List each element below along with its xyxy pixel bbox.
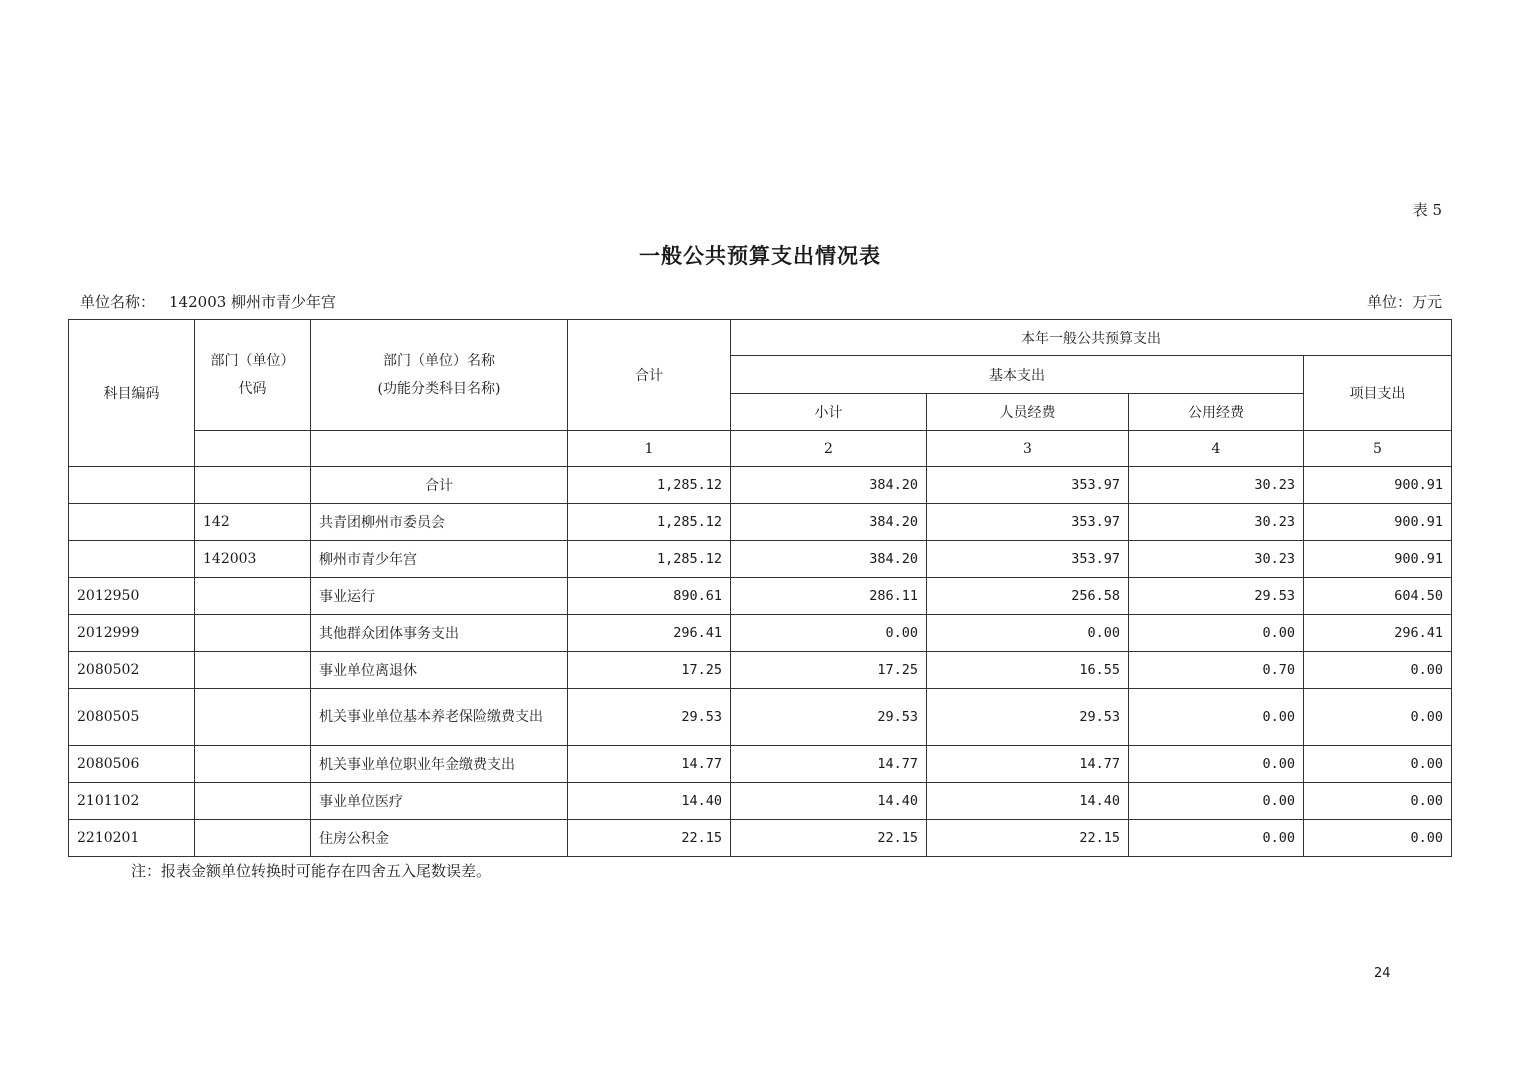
cell-project: 900.91: [1304, 467, 1452, 504]
cell-dept-code: [195, 689, 311, 746]
cell-subtotal: 17.25: [731, 652, 927, 689]
header-project: 项目支出: [1304, 356, 1452, 431]
cell-public: 0.00: [1129, 689, 1304, 746]
table-row: [69, 541, 1452, 578]
header-index: 1: [568, 431, 731, 467]
cell-public: 0.00: [1129, 783, 1304, 820]
cell-code: 2080506: [69, 746, 195, 783]
table-number: 表 5: [1412, 201, 1442, 219]
header-dept-name-line1: 部门（单位）名称: [383, 353, 495, 369]
cell-project: 0.00: [1304, 689, 1452, 746]
cell-dept-code: [195, 578, 311, 615]
cell-name: 合计: [311, 467, 568, 504]
cell-code: 2012999: [69, 615, 195, 652]
currency-unit: 单位：万元: [1366, 293, 1442, 311]
cell-public: 0.00: [1129, 615, 1304, 652]
cell-dept-code: [195, 746, 311, 783]
cell-total: 17.25: [568, 652, 731, 689]
cell-public: 0.00: [1129, 746, 1304, 783]
cell-personnel: 14.77: [927, 746, 1129, 783]
cell-code: 2080502: [69, 652, 195, 689]
table-row: [69, 652, 1452, 689]
cell-name: 事业运行: [311, 578, 568, 615]
table-row: [69, 746, 1452, 783]
cell-name: 其他群众团体事务支出: [311, 615, 568, 652]
cell-public: 29.53: [1129, 578, 1304, 615]
cell-personnel: 14.40: [927, 783, 1129, 820]
cell-personnel: 353.97: [927, 467, 1129, 504]
budget-table: [68, 319, 1452, 857]
cell-total: 22.15: [568, 820, 731, 857]
cell-dept-code: [195, 820, 311, 857]
cell-total: 29.53: [568, 689, 731, 746]
header-public: 公用经费: [1129, 394, 1304, 431]
cell-personnel: 353.97: [927, 504, 1129, 541]
table-row: [69, 578, 1452, 615]
cell-total: 1,285.12: [568, 467, 731, 504]
cell-project: 0.00: [1304, 746, 1452, 783]
cell-subtotal: 384.20: [731, 467, 927, 504]
cell-name: 机关事业单位基本养老保险缴费支出: [311, 689, 568, 746]
cell-code: [69, 541, 195, 578]
header-index: 2: [731, 431, 927, 467]
cell-code: 2012950: [69, 578, 195, 615]
document-title: 一般公共预算支出情况表: [639, 243, 881, 268]
cell-dept-code: [195, 615, 311, 652]
cell-total: 1,285.12: [568, 541, 731, 578]
cell-name: 机关事业单位职业年金缴费支出: [311, 746, 568, 783]
cell-public: 0.00: [1129, 820, 1304, 857]
header-index: 5: [1304, 431, 1452, 467]
cell-project: 900.91: [1304, 504, 1452, 541]
cell-dept-code: [195, 783, 311, 820]
header-dept-code: [195, 320, 311, 431]
header-total: 合计: [568, 320, 731, 431]
cell-subtotal: 22.15: [731, 820, 927, 857]
cell-personnel: 22.15: [927, 820, 1129, 857]
cell-name: 柳州市青少年宫: [311, 541, 568, 578]
cell-code: 2080505: [69, 689, 195, 746]
cell-public: 30.23: [1129, 467, 1304, 504]
footnote: 注：报表金额单位转换时可能存在四舍五入尾数误差。: [131, 862, 492, 880]
unit-name-value: 142003 柳州市青少年宫: [169, 293, 337, 311]
header-subject-code: 科目编码: [69, 320, 195, 467]
cell-code: 2101102: [69, 783, 195, 820]
cell-personnel: 29.53: [927, 689, 1129, 746]
cell-name: 事业单位离退休: [311, 652, 568, 689]
cell-subtotal: 0.00: [731, 615, 927, 652]
cell-public: 30.23: [1129, 541, 1304, 578]
cell-total: 14.40: [568, 783, 731, 820]
cell-project: 604.50: [1304, 578, 1452, 615]
cell-name: 住房公积金: [311, 820, 568, 857]
cell-subtotal: 14.40: [731, 783, 927, 820]
cell-personnel: 256.58: [927, 578, 1129, 615]
cell-total: 296.41: [568, 615, 731, 652]
table-row: [69, 467, 1452, 504]
cell-project: 0.00: [1304, 652, 1452, 689]
cell-personnel: 353.97: [927, 541, 1129, 578]
cell-code: 2210201: [69, 820, 195, 857]
page-number: 24: [1374, 966, 1391, 981]
cell-subtotal: 286.11: [731, 578, 927, 615]
cell-dept-code: 142003: [195, 541, 311, 578]
header-index: 4: [1129, 431, 1304, 467]
table-row: [69, 504, 1452, 541]
cell-total: 1,285.12: [568, 504, 731, 541]
table-row: [69, 783, 1452, 820]
unit-name-line: [80, 291, 336, 312]
cell-project: 900.91: [1304, 541, 1452, 578]
cell-subtotal: 384.20: [731, 541, 927, 578]
cell-project: 0.00: [1304, 820, 1452, 857]
cell-name: 事业单位医疗: [311, 783, 568, 820]
table-row: [69, 615, 1452, 652]
header-dept-name-line2: (功能分类科目名称): [377, 381, 501, 397]
header-personnel: 人员经费: [927, 394, 1129, 431]
cell-subtotal: 384.20: [731, 504, 927, 541]
cell-code: [69, 504, 195, 541]
header-basic-group: 基本支出: [731, 356, 1304, 394]
header-dept-code-line2: 代码: [238, 381, 267, 397]
header-index: 3: [927, 431, 1129, 467]
table-row: [69, 689, 1452, 746]
cell-subtotal: 29.53: [731, 689, 927, 746]
cell-code: [69, 467, 195, 504]
cell-dept-code: [195, 652, 311, 689]
cell-name: 共青团柳州市委员会: [311, 504, 568, 541]
header-dept-name: [311, 320, 568, 431]
header-index-blank: [195, 431, 311, 467]
cell-public: 30.23: [1129, 504, 1304, 541]
cell-dept-code: [195, 467, 311, 504]
table-row: [69, 820, 1452, 857]
cell-project: 296.41: [1304, 615, 1452, 652]
cell-personnel: 16.55: [927, 652, 1129, 689]
cell-total: 14.77: [568, 746, 731, 783]
header-index-blank: [311, 431, 568, 467]
unit-name-label: 单位名称：: [80, 293, 156, 311]
header-current-year-group: 本年一般公共预算支出: [731, 320, 1452, 356]
cell-dept-code: 142: [195, 504, 311, 541]
cell-project: 0.00: [1304, 783, 1452, 820]
header-dept-code-line1: 部门（单位）: [210, 353, 295, 369]
header-subtotal: 小计: [731, 394, 927, 431]
cell-public: 0.70: [1129, 652, 1304, 689]
cell-subtotal: 14.77: [731, 746, 927, 783]
cell-total: 890.61: [568, 578, 731, 615]
cell-personnel: 0.00: [927, 615, 1129, 652]
